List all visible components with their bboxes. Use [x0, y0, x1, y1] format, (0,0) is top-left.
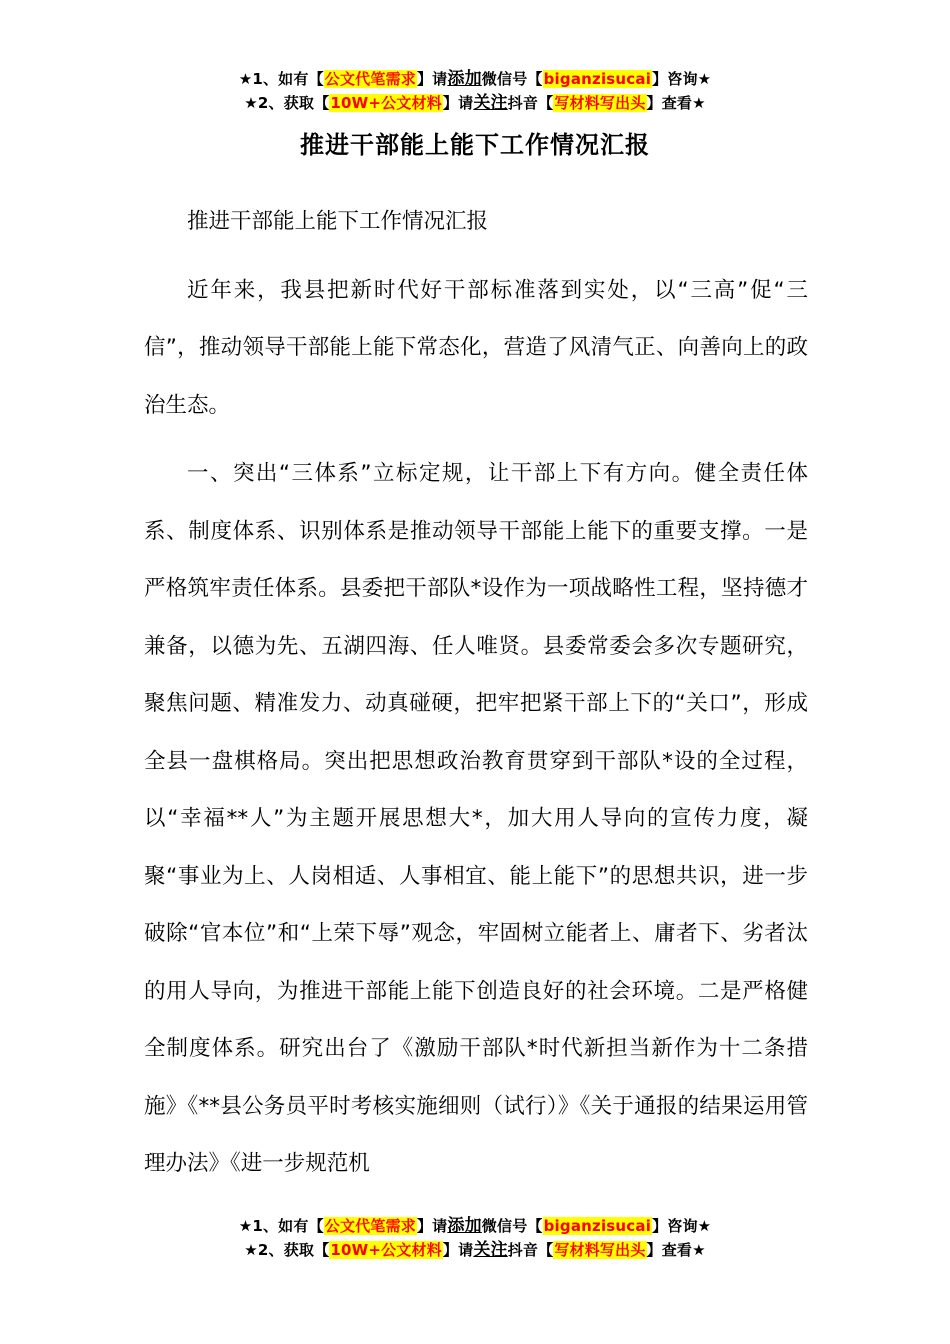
banner-line-2 [0, 1238, 950, 1262]
banner-text: 微信号【 [481, 70, 543, 88]
footer-banner [0, 1214, 950, 1262]
banner-line-1 [0, 67, 950, 91]
banner-text: ★2、获取【 [244, 1241, 330, 1259]
banner-line-1 [0, 1214, 950, 1238]
banner-text: 】查看★ [646, 94, 706, 112]
banner-highlight: 写材料写出头 [554, 94, 646, 112]
banner-text: ★1、如有【 [238, 1217, 324, 1235]
document-title: 推进干部能上能下工作情况汇报 [300, 131, 650, 159]
banner-text: ★1、如有【 [238, 70, 324, 88]
paragraph: 近年来，我县把新时代好干部标准落到实处，以“三高”促“三信”，推动领导干部能上能下常态化，营造了风清气正、向善向上的政治生态。 [144, 277, 808, 418]
banner-text: 】请 [416, 70, 448, 88]
banner-highlight: 公文代笔需求 [324, 1217, 416, 1235]
banner-text: 】咨询★ [652, 1217, 712, 1235]
banner-emphasis: 添加 [447, 69, 482, 89]
banner-text: 微信号【 [481, 1217, 543, 1235]
banner-highlight: 写材料写出头 [554, 1241, 646, 1259]
banner-highlight: 10W+公文材料 [330, 1241, 442, 1259]
banner-text: 抖音【 [507, 94, 554, 112]
banner-highlight: biganzisucai [543, 70, 652, 88]
banner-emphasis: 关注 [473, 93, 508, 113]
banner-text: 】请 [416, 1217, 448, 1235]
banner-highlight: 公文代笔需求 [324, 70, 416, 88]
banner-text: 】咨询★ [652, 70, 712, 88]
banner-text: 】请 [442, 94, 474, 112]
banner-text: ★2、获取【 [244, 94, 330, 112]
banner-highlight: 10W+公文材料 [330, 94, 442, 112]
banner-text: 】请 [442, 1241, 474, 1259]
banner-text: 】查看★ [646, 1241, 706, 1259]
paragraph: 推进干部能上能下工作情况汇报 [187, 209, 489, 234]
banner-line-2 [0, 91, 950, 115]
banner-emphasis: 添加 [447, 1216, 482, 1236]
banner-highlight: biganzisucai [543, 1217, 652, 1235]
document-body [144, 193, 808, 1193]
banner-text: 抖音【 [507, 1241, 554, 1259]
header-banner [0, 67, 950, 115]
banner-emphasis: 关注 [473, 1240, 508, 1260]
paragraph: 一、突出“三体系”立标定规，让干部上下有方向。健全责任体系、制度体系、识别体系是推动领导干部能上能下的重要支撑。一是严格筑牢责任体系。县委把干部队*设作为一项战略性工程，坚持德才兼备，以德为先、五湖四海、任人唯贤。县委常委会多次专题研究，聚焦问题、精准发力、动真碰硬，把牢把紧干部上下的“关口”，形成全县一盘棋格局。突出把思想政治教育贯穿到干部队*设的全过程，以“幸福**人”为主题开展思想大*，加大用人导向的宣传力度，凝聚“事业为上、人岗相适、人事相宜、能上能下”的思想共识，进一步破除“官本位”和“上荣下辱”观念，牢固树立能者上、庸者下、劣者汰的用人导向，为推进干部能上能下创造良好的社会环境。二是严格健全制度体系。研究出台了《激励干部队*时代新担当新作为十二条措施》《**县公务员平时考核实施细则（试行）》《关于通报的结果运用管理办法》《进一步规范机 [144, 461, 808, 1176]
